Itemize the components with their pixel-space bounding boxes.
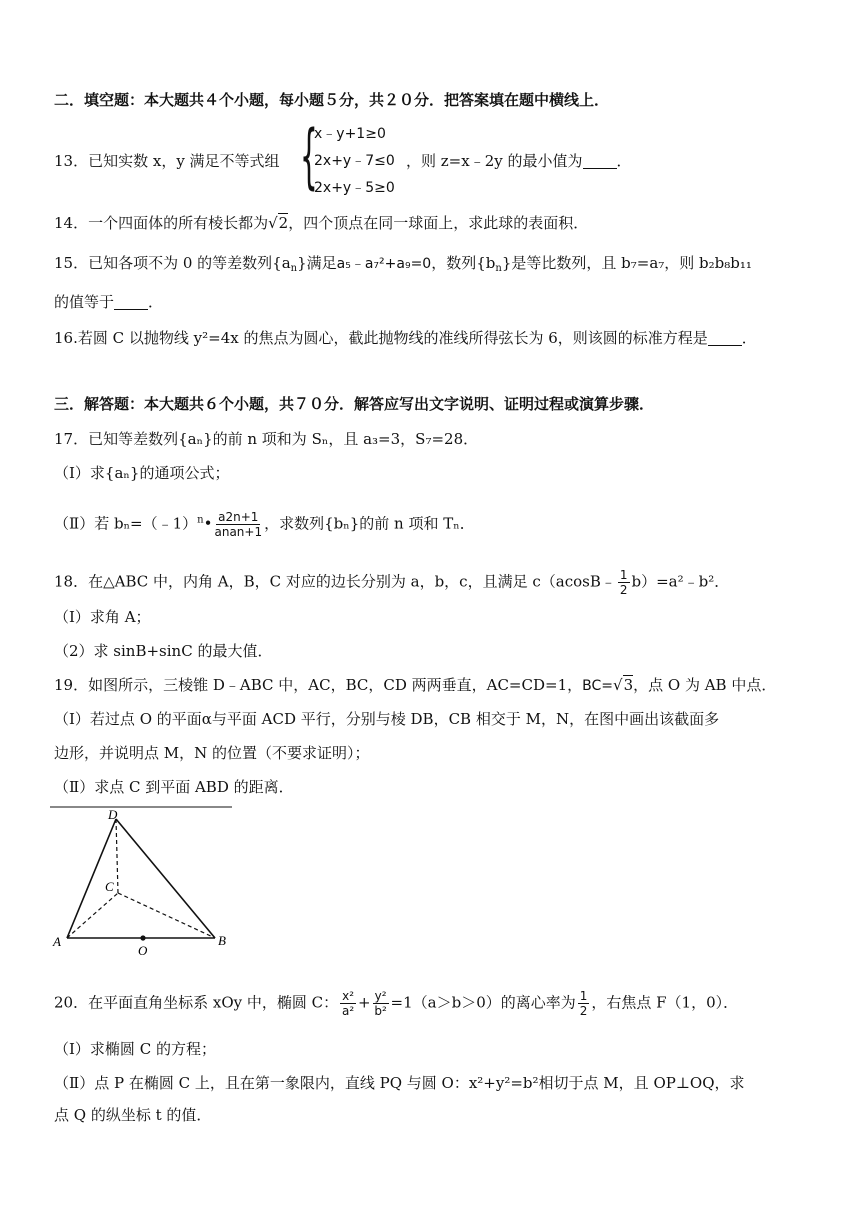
q18-part1: （Ⅰ）求角 A； — [54, 608, 151, 626]
q13-ineq2: 2x+y﹣7≤0 — [314, 153, 395, 169]
section2-heading: 二．填空题：本大题共４个小题，每小题５分，共２０分．把答案填在题中横线上． — [54, 91, 610, 109]
q17-part1: （Ⅰ）求{aₙ}的通项公式； — [54, 464, 230, 482]
q15-d: }是等比数列，且 b₇=a₇，则 b₂b₈b₁₁ — [501, 254, 752, 272]
brace-icon: { — [300, 115, 318, 197]
q19-bc: BC= — [582, 678, 613, 694]
q20-plus: + — [358, 993, 371, 1012]
q20-fraction-e — [578, 989, 590, 1018]
q17-part2-a: （Ⅱ）若 bₙ=（﹣1） — [54, 514, 198, 533]
q19-part2: （Ⅱ）求点 C 到平面 ABD 的距离． — [54, 778, 294, 796]
sqrt-icon: √ — [613, 676, 623, 694]
q19-stem — [54, 675, 776, 696]
answer-blank — [583, 154, 617, 169]
q17-fraction — [214, 510, 262, 539]
answer-blank — [708, 331, 742, 346]
q20-stem — [54, 989, 738, 1018]
q17-frac-den: anan+1 — [214, 525, 263, 539]
q13-ineq1: x﹣y+1≥0 — [314, 126, 386, 142]
q20-fraction-x — [340, 989, 356, 1018]
q19-part1-line1: （Ⅰ）若过点 O 的平面α与平面 ACD 平行，分别与棱 DB，CB 相交于 M，N，在图中画出该截面多 — [54, 710, 720, 728]
q13-suffix-line: ，则 z=x﹣2y 的最小值为 ． — [406, 152, 632, 170]
answer-blank — [114, 295, 148, 310]
section3-heading: 三．解答题：本大题共６个小题，共７０分．解答应写出文字说明、证明过程或演算步骤． — [54, 395, 655, 413]
q15-line2: 的值等于 ． — [54, 293, 164, 311]
q15-line1: 15．已知各项不为 0 的等差数列$\{a_n\}$满足a₅﹣a₇²+a₉=0，数列$\{b_n\}$是等比数列，且 b₇=a₇，则 b₂b₈b₁₁ — [54, 254, 752, 274]
q15-line2-text: 的值等于 — [54, 293, 115, 311]
label-B: B — [218, 933, 226, 948]
q15-c: ，数列{b — [431, 254, 496, 272]
q20-e-num: 1 — [579, 989, 588, 1003]
q20-stem-b: =1（a＞b＞0）的离心率为 — [390, 993, 576, 1012]
q15-a: 15．已知各项不为 0 的等差数列{a — [54, 254, 291, 272]
q13-inequality-system — [300, 115, 420, 201]
q20-fraction-y — [373, 989, 389, 1018]
q20-stem-a: 20．在平面直角坐标系 xOy 中，椭圆 C： — [54, 993, 339, 1012]
q14-text-a: 14．一个四面体的所有棱长都为 — [54, 214, 269, 232]
q17-part2-b: ，求数列{bₙ}的前 n 项和 Tₙ． — [264, 514, 475, 533]
edge-DC — [116, 819, 118, 893]
edge-CB — [118, 893, 215, 938]
q18-fraction — [618, 568, 630, 597]
q20-f1-den: a² — [341, 1004, 355, 1018]
q13-prefix: 13．已知实数 x，y 满足不等式组 — [54, 152, 280, 170]
q20-f2-num: y² — [374, 989, 387, 1003]
q19-stem-a: 19．如图所示，三棱锥 D﹣ABC 中，AC，BC，CD 两两垂直，AC=CD=1， — [54, 676, 583, 694]
q20-part2-line1: （Ⅱ）点 P 在椭圆 C 上，且在第一象限内，直线 PQ 与圆 O：x²+y²=b²相切于点 M，且 OP⊥OQ，求 — [54, 1074, 745, 1092]
q18-stem-b: b）=a²﹣b²． — [631, 572, 730, 591]
q20-f2-den: b² — [374, 1004, 387, 1018]
q18-part2: （2）求 sinB+sinC 的最大值． — [54, 642, 273, 660]
label-O: O — [138, 943, 148, 955]
q17-exponent: n — [197, 514, 204, 526]
label-D: D — [108, 807, 118, 822]
q15-expr: a₅﹣a₇²+a₉=0 — [336, 256, 432, 272]
edge-AC — [67, 893, 118, 938]
q20-e-den: 2 — [579, 1004, 588, 1018]
q20-stem-c: ，右焦点 F（1，0）． — [591, 993, 739, 1012]
q14-text-b: ，四个顶点在同一球面上，求此球的表面积． — [288, 214, 589, 232]
q19-part1-line2: 边形，并说明点 M，N 的位置（不要求证明）； — [54, 744, 370, 762]
label-A: A — [53, 934, 61, 949]
edge-DB — [116, 819, 215, 938]
q17-part2: （Ⅱ）若 bₙ=（﹣1）$^n$• $\frac{a2n+1}{\text{anan+1}}$ ，求数列{bₙ}的前 n 项和 Tₙ． — [54, 510, 475, 539]
q17-stem: 17．已知等差数列{aₙ}的前 n 项和为 Sₙ，且 a₃=3，S₇=28． — [54, 430, 479, 448]
q14-line — [54, 213, 588, 233]
q20-part1: （Ⅰ）求椭圆 C 的方程； — [54, 1040, 216, 1058]
q18-frac-num: 1 — [619, 568, 628, 582]
q20-f1-num: x² — [342, 989, 355, 1003]
q13-ineq3: 2x+y﹣5≥0 — [314, 180, 395, 196]
q14-sqrt-value: 2 — [278, 214, 289, 232]
point-O — [140, 935, 145, 940]
q16-text: 16.若圆 C 以抛物线 y²=4x 的焦点为圆心，截此抛物线的准线所得弦长为 6，则该圆的标准方程是 — [54, 329, 708, 347]
q19-stem-b: ，点 O 为 AB 中点． — [633, 676, 777, 694]
sqrt-icon: √ — [268, 214, 278, 232]
q19-sqrt-value: 3 — [623, 676, 634, 694]
q18-frac-den: 2 — [619, 583, 628, 597]
q15-b: }满足 — [297, 254, 337, 272]
q20-part2-line2: 点 Q 的纵坐标 t 的值． — [54, 1106, 212, 1124]
q18-stem — [54, 568, 729, 597]
label-C: C — [105, 879, 114, 894]
q13-suffix: ，则 z=x﹣2y 的最小值为 — [406, 152, 583, 170]
q17-frac-num: a2n+1 — [218, 510, 259, 524]
q18-stem-a: 18．在△ABC 中，内角 A，B，C 对应的边长分别为 a，b，c，且满足 c（acosB﹣ — [54, 572, 616, 591]
tetrahedron-figure — [50, 805, 232, 955]
q16-line: 16.若圆 C 以抛物线 y²=4x 的焦点为圆心，截此抛物线的准线所得弦长为 6，则该圆的标准方程是 ． — [54, 329, 757, 347]
